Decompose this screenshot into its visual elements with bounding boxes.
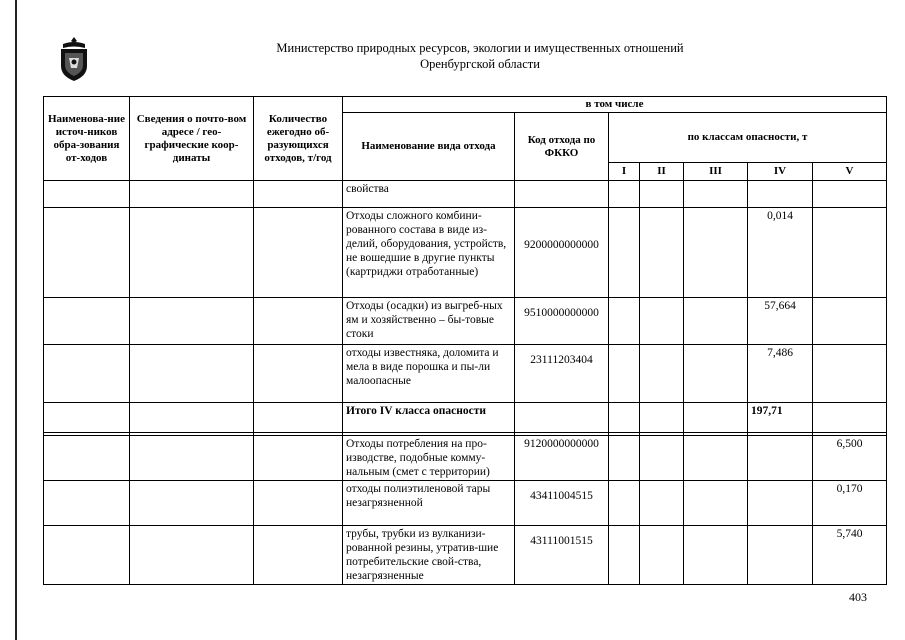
quantity-cell	[254, 526, 343, 585]
binding-edge-line	[15, 0, 17, 640]
waste-name-cell: свойства	[343, 181, 515, 208]
waste-name-cell: трубы, трубки из вулканизи-рованной резины, утратив-шие потребительские свой-ства, незагрязненные	[343, 526, 515, 585]
header-class-2: II	[640, 163, 684, 181]
class-5-cell	[813, 208, 887, 298]
fkko-code-cell: 43411004515	[515, 481, 609, 526]
page-number: 403	[849, 590, 867, 604]
header-class-5: V	[813, 163, 887, 181]
class-5-cell	[813, 181, 887, 208]
table-row	[44, 345, 887, 403]
table-row	[44, 181, 887, 208]
class-4-cell: 7,486	[748, 345, 813, 403]
table-row	[44, 481, 887, 526]
fkko-code-cell: 9120000000000	[515, 436, 609, 481]
class-4-cell	[748, 181, 813, 208]
source-cell	[44, 298, 130, 345]
source-cell	[44, 481, 130, 526]
quantity-cell	[254, 298, 343, 345]
class-1-cell	[609, 298, 640, 345]
fkko-code-cell: 43111001515	[515, 526, 609, 585]
class-3-cell	[684, 345, 748, 403]
class-5-cell: 0,170	[813, 481, 887, 526]
regional-coat-of-arms-icon	[57, 36, 91, 82]
address-cell	[130, 436, 254, 481]
class-5-cell	[813, 298, 887, 345]
waste-name-cell: Отходы потребления на про-изводстве, подобные комму-нальным (смет с территории)	[343, 436, 515, 481]
fkko-code-cell	[515, 403, 609, 433]
quantity-cell	[254, 208, 343, 298]
source-cell	[44, 181, 130, 208]
fkko-code-cell	[515, 181, 609, 208]
class-3-cell	[684, 403, 748, 433]
class-1-cell	[609, 345, 640, 403]
address-cell	[130, 403, 254, 433]
table-row	[44, 436, 887, 481]
source-cell	[44, 403, 130, 433]
source-cell	[44, 526, 130, 585]
header-waste-name: Наименование вида отхода	[343, 113, 515, 181]
header-class-4: IV	[748, 163, 813, 181]
class-1-cell	[609, 403, 640, 433]
source-cell	[44, 345, 130, 403]
document-header	[200, 40, 760, 72]
class-4-cell	[748, 481, 813, 526]
header-annual-quantity: Количество ежегодно об-разующихся отходов, т/год	[254, 97, 343, 181]
address-cell	[130, 208, 254, 298]
class-1-cell	[609, 208, 640, 298]
table-row	[44, 208, 887, 298]
header-hazard-classes: по классам опасности, т	[609, 113, 887, 163]
class-5-cell	[813, 403, 887, 433]
class-3-cell	[684, 481, 748, 526]
table-row-total	[44, 403, 887, 433]
class-3-cell	[684, 208, 748, 298]
header-address: Сведения о почто-вом адресе / гео-графические коор-динаты	[130, 97, 254, 181]
waste-name-cell: Отходы сложного комбини-рованного состава в виде из-делий, оборудования, устройств, не вошедшие в другие пункты (картриджи отработанные)	[343, 208, 515, 298]
quantity-cell	[254, 345, 343, 403]
quantity-cell	[254, 403, 343, 433]
header-class-1: I	[609, 163, 640, 181]
table-row	[44, 526, 887, 585]
class-2-cell	[640, 481, 684, 526]
class-2-cell	[640, 181, 684, 208]
address-cell	[130, 298, 254, 345]
address-cell	[130, 481, 254, 526]
class-4-cell	[748, 526, 813, 585]
fkko-code-cell: 23111203404	[515, 345, 609, 403]
waste-table	[43, 96, 887, 585]
header-region-line: Оренбургской области	[420, 57, 540, 71]
header-including: в том числе	[343, 97, 887, 113]
class-5-cell: 6,500	[813, 436, 887, 481]
waste-name-cell: Отходы (осадки) из выгреб-ных ям и хозяйственно – бы-товые стоки	[343, 298, 515, 345]
class-2-cell	[640, 403, 684, 433]
class-3-cell	[684, 181, 748, 208]
source-cell	[44, 436, 130, 481]
class-3-cell	[684, 298, 748, 345]
header-class-3: III	[684, 163, 748, 181]
address-cell	[130, 345, 254, 403]
class-4-cell: 57,664	[748, 298, 813, 345]
fkko-code-cell: 9200000000000	[515, 208, 609, 298]
class-1-cell	[609, 436, 640, 481]
header-source-name: Наименова-ние источ-ников обра-зования от-ходов	[44, 97, 130, 181]
waste-name-cell: отходы известняка, доломита и мела в виде порошка и пы-ли малоопасные	[343, 345, 515, 403]
class-3-cell	[684, 526, 748, 585]
header-fkko-code: Код отхода по ФККО	[515, 113, 609, 181]
class-2-cell	[640, 298, 684, 345]
class-4-cell: 0,014	[748, 208, 813, 298]
quantity-cell	[254, 181, 343, 208]
class-2-cell	[640, 436, 684, 481]
class-1-cell	[609, 526, 640, 585]
source-cell	[44, 208, 130, 298]
class-3-cell	[684, 436, 748, 481]
quantity-cell	[254, 481, 343, 526]
class-2-cell	[640, 208, 684, 298]
quantity-cell	[254, 436, 343, 481]
class-2-cell	[640, 345, 684, 403]
address-cell	[130, 526, 254, 585]
class-1-cell	[609, 481, 640, 526]
class-4-total-cell: 197,71	[748, 403, 813, 433]
class-4-cell	[748, 436, 813, 481]
class-5-cell: 5,740	[813, 526, 887, 585]
table-row	[44, 298, 887, 345]
class-2-cell	[640, 526, 684, 585]
class-1-cell	[609, 181, 640, 208]
address-cell	[130, 181, 254, 208]
fkko-code-cell: 9510000000000	[515, 298, 609, 345]
class-5-cell	[813, 345, 887, 403]
total-label-cell: Итого IV класса опасности	[343, 403, 515, 433]
header-ministry-line: Министерство природных ресурсов, экологии и имущественных отношений	[276, 41, 684, 55]
waste-name-cell: отходы полиэтиленовой тары незагрязненной	[343, 481, 515, 526]
